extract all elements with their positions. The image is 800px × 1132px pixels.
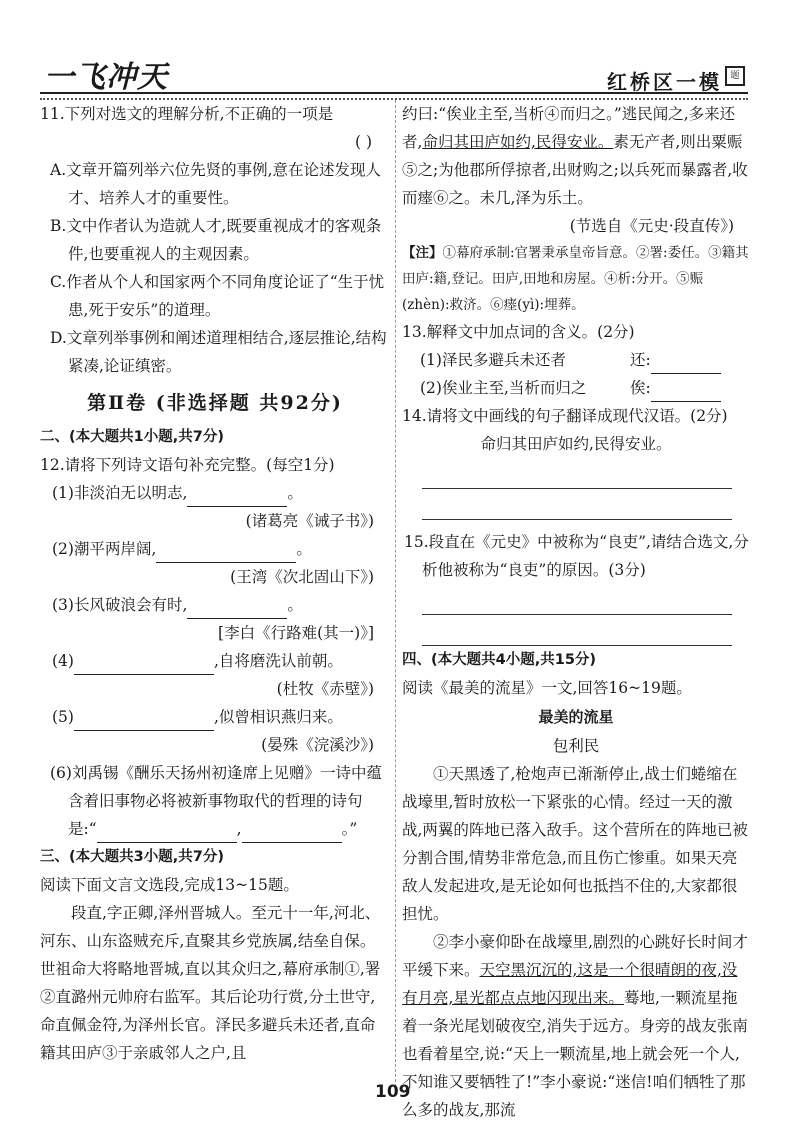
q15-stem: 15.段直在《元史》中被称为“良吏”,请结合选文,分析他被称为“良吏”的原因。(3分) <box>404 533 749 579</box>
q15-answer-line-1[interactable] <box>422 584 732 615</box>
header-region: 红桥区一模 <box>607 70 722 94</box>
q12-item-3 <box>40 591 390 619</box>
q12-item-6-blank-2[interactable] <box>242 824 342 843</box>
q14-answer-line-1[interactable] <box>422 458 732 489</box>
classical-text-part-2b: 素无产者,则出粟赈⑤之;为他郡所俘掠者,出财购之;以兵死而暴露者,收而瘗⑥之。未几,泽为乐土。 <box>402 133 748 207</box>
q12-item-3-source: [李白《行路难(其一)》] <box>218 624 374 642</box>
annotation-text: ①幕府承制:官署秉承皇帝旨意。②署:委任。③籍其田庐:籍,登记。田庐,田地和房屋。④析:分开。⑤赈(zhèn):救济。⑥瘗(yì):埋葬。 <box>402 245 749 313</box>
q12-item-6-stem: (6)刘禹锡《酬乐天扬州初逢席上见赠》一诗中蕴含着旧事物必将被新事物取代的哲理的诗句是:“ <box>50 764 382 838</box>
volume-title: 第Ⅱ卷 (非选择题 共92分) <box>87 392 343 414</box>
q12-stem: 12.请将下列诗文语句补充完整。(每空1分) <box>40 456 335 474</box>
annotation-label: 【注】 <box>402 245 443 261</box>
article-paragraph-1: ①天黑透了,枪炮声已渐渐停止,战士们蜷缩在战壕里,暂时放松一下紧张的心情。经过一天的激战,两翼的阵地已落入敌手。这个营所在的阵地已被分割合围,情势非常危急,而且伤亡惨重。如果天亮敌人发起进攻,是无论如何也抵挡不住的,大家都很担忧。 <box>402 765 748 923</box>
classical-text-source: (节选自《元史·段直传》) <box>569 217 734 235</box>
q12-item-1-pre: (1)非淡泊无以明志, <box>52 484 188 502</box>
q12-item-2-blank[interactable] <box>156 544 296 563</box>
classical-text-part-1: 段直,字正卿,泽州晋城人。至元十一年,河北、河东、山东盗贼充斥,直聚其乡党族属,结垒自保。世祖命大将略地晋城,直以其众归之,幕府承制①,署②直潞州元帅府右监军。其后论功行赏,分土世守,命直佩金符,为泽州长官。泽民多避兵未还者,直命籍其田庐③于亲戚邻人之户,且 <box>40 904 381 1062</box>
q13-item-2 <box>402 374 750 402</box>
left-column <box>40 100 390 1067</box>
q12-item-6-blank-1[interactable] <box>97 824 237 843</box>
annotation-note <box>402 240 750 318</box>
column-divider <box>395 100 396 1092</box>
q11-bracket: ( ) <box>354 133 372 151</box>
q11-option-d: D.文章列举事例和阐述道理相结合,逐层推论,结构紧凑,论证缜密。 <box>50 329 387 375</box>
section-2-head: 二、(本大题共1小题,共7分) <box>40 429 224 445</box>
q12-item-2-source: (王湾《次北固山下》) <box>230 568 374 586</box>
q12-item-4-blank[interactable] <box>74 656 214 675</box>
q13-stem: 13.解释文中加点词的含义。(2分) <box>402 323 635 341</box>
q12-item-3-blank[interactable] <box>187 600 287 619</box>
right-column <box>402 100 750 1124</box>
q12-item-1-source: (诸葛亮《诫子书》) <box>245 512 374 530</box>
q13-item-1 <box>402 346 750 374</box>
q14-stem: 14.请将文中画线的句子翻译成现代汉语。(2分) <box>402 407 728 425</box>
classical-text-part-2 <box>402 100 750 212</box>
q12-item-5 <box>40 703 390 731</box>
page-number: 109 <box>375 1082 411 1102</box>
q12-item-1 <box>40 479 390 507</box>
article-title: 最美的流星 <box>538 708 614 726</box>
header-badge: 题 <box>725 66 745 86</box>
q12-item-3-post: 。 <box>287 596 303 614</box>
q14-sentence: 命归其田庐如约,民得安业。 <box>480 435 672 453</box>
article-author: 包利民 <box>552 737 600 755</box>
q13-item-2-term: 俟: <box>630 379 651 397</box>
q12-item-4-pre: (4) <box>52 652 74 670</box>
underlined-sentence: 命归其田庐如约,民得安业。 <box>422 133 614 151</box>
q12-item-2-pre: (2)潮平两岸阔, <box>52 540 157 558</box>
q12-item-6-end: 。” <box>341 820 358 838</box>
q11-option-c: C.作者从个人和国家两个不同角度论证了“生于忧患,死于安乐”的道理。 <box>50 273 385 319</box>
article-underlined-sentence: 天空黑沉沉的,这是一个很晴朗的夜,没有月亮,星光都点点地闪现出来。 <box>402 961 738 1007</box>
q12-item-5-pre: (5) <box>52 708 74 726</box>
q12-item-5-blank[interactable] <box>74 712 214 731</box>
article-paragraph-2b: 蓦地,一颗流星拖着一条光尾划破夜空,消失于远方。身旁的战友张南也看着星空,说:“天上一颗流星,地上就会死一个人,不知谁又要牺牲了!”李小豪说:“迷信!咱们牺牲了那么多的战友,那流 <box>402 989 748 1119</box>
article-paragraph-2 <box>402 928 750 1124</box>
q12-item-1-post: 。 <box>287 484 303 502</box>
q15-answer-line-2[interactable] <box>422 615 732 646</box>
q13-item-1-term: 还: <box>630 351 651 369</box>
q12-item-1-blank[interactable] <box>187 488 287 507</box>
q12-item-5-post: ,似曾相识燕归来。 <box>213 708 343 726</box>
section-4-head: 四、(本大题共4小题,共15分) <box>402 652 597 668</box>
section-3-head: 三、(本大题共3小题,共7分) <box>40 849 224 865</box>
q11-stem: 11.下列对选文的理解分析,不正确的一项是 <box>40 105 334 123</box>
q12-item-2-post: 。 <box>296 540 312 558</box>
q12-item-5-source: (晏殊《浣溪沙》) <box>261 736 374 754</box>
q13-item-1-blank[interactable] <box>651 355 721 374</box>
q12-item-6-comma: , <box>236 820 242 838</box>
header-rule <box>40 92 748 100</box>
q11-option-b: B.文中作者认为造就人才,既要重视成才的客观条件,也要重视人的主观因素。 <box>50 217 382 263</box>
classical-text-part-2a: 约曰:“俟业主至,当析④而归之。”逃民闻之,多来还者, <box>402 105 736 151</box>
q12-item-4-post: ,自将磨洗认前朝。 <box>213 652 343 670</box>
section-4-intro: 阅读《最美的流星》一文,回答16~19题。 <box>402 679 692 697</box>
article-paragraph-2a: ②李小豪仰卧在战壕里,剧烈的心跳好长时间才平缓下来。 <box>402 933 748 979</box>
q12-item-2 <box>40 535 390 563</box>
q12-item-6 <box>40 759 390 843</box>
q12-item-3-pre: (3)长风破浪会有时, <box>52 596 188 614</box>
q12-item-4-source: (杜牧《赤壁》) <box>276 680 374 698</box>
q13-item-2-blank[interactable] <box>651 383 721 402</box>
q11-option-a: A.文章开篇列举六位先贤的事例,意在论述发现人才、培养人才的重要性。 <box>50 161 382 207</box>
q13-item-1-text: (1)泽民多避兵未还者 <box>420 351 566 369</box>
section-3-intro: 阅读下面文言文选段,完成13~15题。 <box>40 876 299 894</box>
q14-answer-line-2[interactable] <box>422 489 732 520</box>
header-logo: 一飞冲天 <box>44 60 168 95</box>
q12-item-4 <box>40 647 390 675</box>
q13-item-2-text: (2)俟业主至,当析而归之 <box>420 379 587 397</box>
